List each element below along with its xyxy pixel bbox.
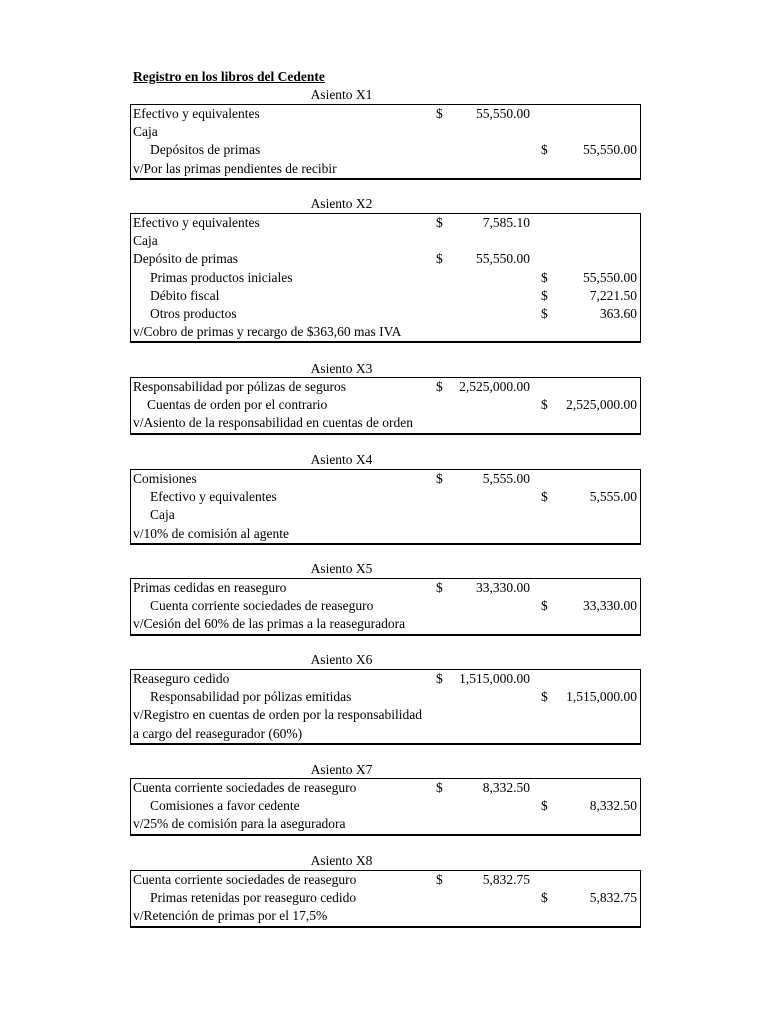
account-name: Primas retenidas por reaseguro cedido [150, 890, 357, 906]
debit-currency-symbol: $ [436, 671, 443, 686]
account-name: v/Asiento de la responsabilidad en cuentas de orden [133, 415, 414, 431]
credit-currency-symbol: $ [541, 489, 548, 505]
account-name: Efectivo y equivalentes [133, 106, 260, 121]
account-name: v/Retención de primas por el 17,5% [133, 908, 328, 924]
entry-row [131, 414, 640, 432]
entry-row [131, 525, 640, 543]
account-name: Comisiones a favor cedente [150, 798, 300, 814]
credit-amount: 8,332.50 [589, 798, 637, 814]
credit-amount: 5,832.75 [589, 890, 637, 906]
entry-row [131, 160, 640, 178]
account-name: v/Registro en cuentas de orden por la responsabilidad [133, 707, 423, 723]
account-name: v/10% de comisión al agente [133, 525, 289, 541]
debit-amount: 55,550.00 [476, 106, 530, 121]
account-name: v/Cesión del 60% de las primas a la reaseguradora [133, 616, 406, 632]
debit-amount: 33,330.00 [476, 580, 530, 595]
entry-row [131, 597, 640, 615]
account-name: Primas cedidas en reaseguro [133, 580, 287, 595]
debit-currency-symbol: $ [436, 780, 443, 795]
debit-currency-symbol: $ [436, 471, 443, 486]
account-name: Caja [150, 507, 175, 523]
account-name: Cuenta corriente sociedades de reaseguro [133, 780, 357, 795]
account-name: Reaseguro cedido [133, 671, 230, 686]
entry-heading: Asiento X1 [310, 87, 373, 102]
entry-heading: Asiento X8 [310, 853, 373, 868]
entry-row [131, 305, 640, 323]
credit-amount: 363.60 [599, 305, 637, 321]
credit-amount: 55,550.00 [583, 269, 637, 285]
entry-row [131, 378, 640, 396]
entry-row [131, 815, 640, 833]
entry-row [131, 323, 640, 341]
debit-currency-symbol: $ [436, 872, 443, 887]
entry-heading: Asiento X5 [310, 561, 373, 576]
debit-currency-symbol: $ [436, 215, 443, 230]
credit-amount: 5,555.00 [589, 489, 637, 505]
entry-row [131, 725, 640, 743]
entry-row [131, 396, 640, 414]
journal-entry-box [130, 669, 641, 745]
debit-amount: 5,555.00 [482, 471, 530, 486]
entry-row [131, 214, 640, 232]
credit-currency-symbol: $ [541, 689, 548, 705]
credit-currency-symbol: $ [541, 598, 548, 614]
account-name: Caja [133, 124, 158, 140]
journal-entry-box [130, 104, 641, 180]
entry-row [131, 907, 640, 925]
account-name: Cuenta corriente sociedades de reaseguro [150, 598, 374, 614]
debit-currency-symbol: $ [436, 580, 443, 595]
credit-currency-symbol: $ [541, 305, 548, 321]
debit-currency-symbol: $ [436, 251, 443, 267]
journal-entry-box [130, 469, 641, 545]
credit-amount: 55,550.00 [583, 142, 637, 158]
account-name: Débito fiscal [150, 287, 220, 303]
entry-row [131, 506, 640, 524]
entry-row [131, 706, 640, 724]
account-name: Primas productos iniciales [150, 269, 293, 285]
entry-row [131, 779, 640, 797]
entry-heading: Asiento X3 [310, 361, 373, 376]
account-name: Efectivo y equivalentes [150, 489, 277, 505]
credit-currency-symbol: $ [541, 890, 548, 906]
entry-row [131, 123, 640, 141]
account-name: Efectivo y equivalentes [133, 215, 260, 230]
account-name: Caja [133, 233, 158, 249]
entry-row [131, 287, 640, 305]
entry-row [131, 141, 640, 159]
entry-row [131, 688, 640, 706]
debit-amount: 1,515,000.00 [459, 671, 530, 686]
credit-amount: 2,525,000.00 [566, 397, 637, 413]
entry-heading: Asiento X4 [310, 452, 373, 467]
credit-currency-symbol: $ [541, 287, 548, 303]
entry-heading: Asiento X7 [310, 762, 373, 777]
entry-row [131, 871, 640, 889]
entry-row [131, 232, 640, 250]
debit-amount: 5,832.75 [482, 872, 530, 887]
account-name: v/25% de comisión para la aseguradora [133, 816, 346, 832]
credit-currency-symbol: $ [541, 269, 548, 285]
entry-row [131, 579, 640, 597]
journal-entry-box [130, 578, 641, 636]
debit-currency-symbol: $ [436, 106, 443, 121]
entry-row [131, 250, 640, 268]
debit-amount: 7,585.10 [482, 215, 530, 230]
account-name: Comisiones [133, 471, 197, 486]
credit-currency-symbol: $ [541, 142, 548, 158]
account-name: v/Cobro de primas y recargo de $363,60 mas IVA [133, 324, 402, 340]
entry-row [131, 889, 640, 907]
debit-amount: 2,525,000.00 [459, 379, 530, 394]
debit-amount: 8,332.50 [482, 780, 530, 795]
account-name: Responsabilidad por pólizas emitidas [150, 689, 352, 705]
account-name: Depósito de primas [133, 251, 238, 267]
account-name: Responsabilidad por pólizas de seguros [133, 379, 346, 394]
journal-entry-box [130, 213, 641, 343]
credit-amount: 7,221.50 [589, 287, 637, 303]
document-title: Registro en los libros del Cedente [133, 69, 325, 84]
entry-row [131, 488, 640, 506]
account-name: Otros productos [150, 305, 237, 321]
entry-heading: Asiento X6 [310, 652, 373, 667]
debit-currency-symbol: $ [436, 379, 443, 394]
account-name: Cuenta corriente sociedades de reaseguro [133, 872, 357, 887]
journal-entry-box [130, 778, 641, 836]
credit-currency-symbol: $ [541, 798, 548, 814]
account-name: Depósitos de primas [150, 142, 261, 158]
entry-row [131, 797, 640, 815]
account-name: Cuentas de orden por el contrario [147, 397, 328, 413]
journal-entry-box [130, 377, 641, 435]
credit-amount: 1,515,000.00 [566, 689, 637, 705]
credit-amount: 33,330.00 [583, 598, 637, 614]
entry-row [131, 615, 640, 633]
entry-row [131, 269, 640, 287]
debit-amount: 55,550.00 [476, 251, 530, 267]
entry-heading: Asiento X2 [310, 196, 373, 211]
account-name: v/Por las primas pendientes de recibir [133, 160, 337, 176]
entry-row [131, 105, 640, 123]
entry-row [131, 670, 640, 688]
journal-entry-box [130, 870, 641, 928]
credit-currency-symbol: $ [541, 397, 548, 413]
entry-row [131, 470, 640, 488]
account-name: a cargo del reasegurador (60%) [133, 725, 303, 741]
